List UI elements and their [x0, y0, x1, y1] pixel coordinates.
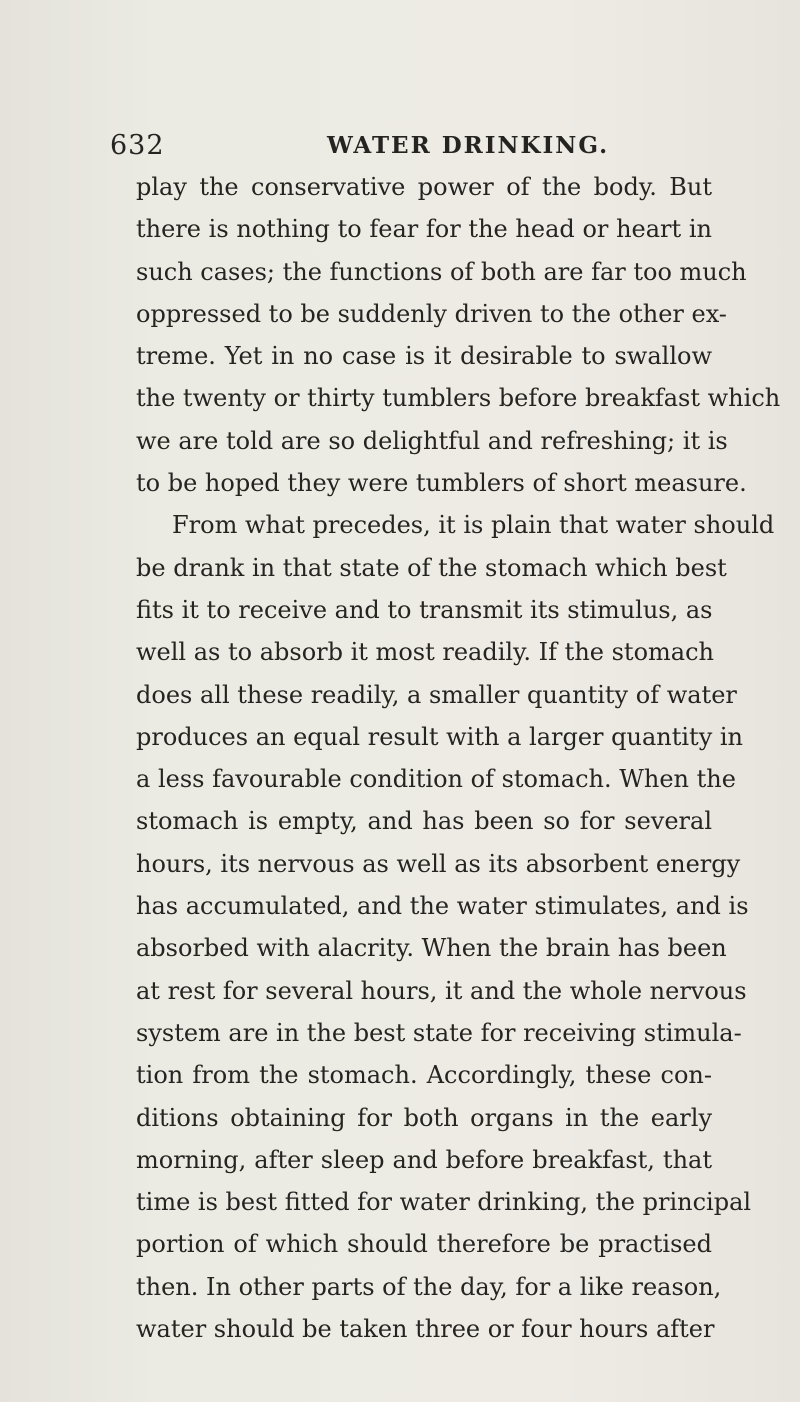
text-line: hours, its nervous as well as its absorbent energy	[136, 849, 741, 878]
text-line: system are in the best state for receiving stimula-	[136, 1018, 742, 1047]
text-line: stomach is empty, and has been so for several	[136, 807, 712, 836]
text-line: From what precedes, it is plain that water should	[172, 511, 775, 540]
text-line: absorbed with alacrity. When the brain has been	[136, 934, 727, 963]
text-line: portion of which should therefore be practised	[136, 1230, 712, 1259]
text-line: we are told are so delightful and refreshing; it is	[136, 426, 728, 455]
text-line: morning, after sleep and before breakfast, that	[136, 1145, 712, 1174]
text-line: produces an equal result with a larger quantity in	[136, 722, 744, 751]
text-line: then. In other parts of the day, for a like reason,	[136, 1272, 722, 1301]
text-line: to be hoped they were tumblers of short measure.	[136, 469, 747, 498]
text-line: be drank in that state of the stomach which best	[136, 553, 727, 582]
text-line: has accumulated, and the water stimulates, and is	[136, 892, 749, 921]
text-line: a less favourable condition of stomach. When the	[136, 765, 736, 794]
text-line: play the conservative power of the body. But	[136, 173, 712, 201]
text-line: water should be taken three or four hours after	[136, 1315, 715, 1344]
text-line: well as to absorb it most readily. If the stomach	[136, 638, 714, 667]
text-line: fits it to receive and to transmit its stimulus, as	[136, 595, 713, 624]
text-line: treme. Yet in no case is it desirable to swallow	[136, 342, 712, 371]
running-title: WATER DRINKING.	[327, 132, 610, 159]
page-header	[110, 130, 710, 170]
text-line: does all these readily, a smaller quantity of water	[136, 680, 737, 709]
body-text	[136, 166, 781, 1350]
text-line: oppressed to be suddenly driven to the other ex-	[136, 299, 727, 328]
text-line: there is nothing to fear for the head or heart in	[136, 215, 712, 244]
text-line: at rest for several hours, it and the whole nervous	[136, 976, 747, 1005]
text-line: such cases; the functions of both are far too much	[136, 257, 747, 286]
text-line: time is best fitted for water drinking, the principal	[136, 1188, 752, 1217]
text-line: the twenty or thirty tumblers before breakfast which	[136, 384, 781, 413]
text-line: tion from the stomach. Accordingly, these con-	[136, 1061, 712, 1090]
text-line: ditions obtaining for both organs in the early	[136, 1103, 712, 1132]
page-number: 632	[110, 130, 165, 161]
